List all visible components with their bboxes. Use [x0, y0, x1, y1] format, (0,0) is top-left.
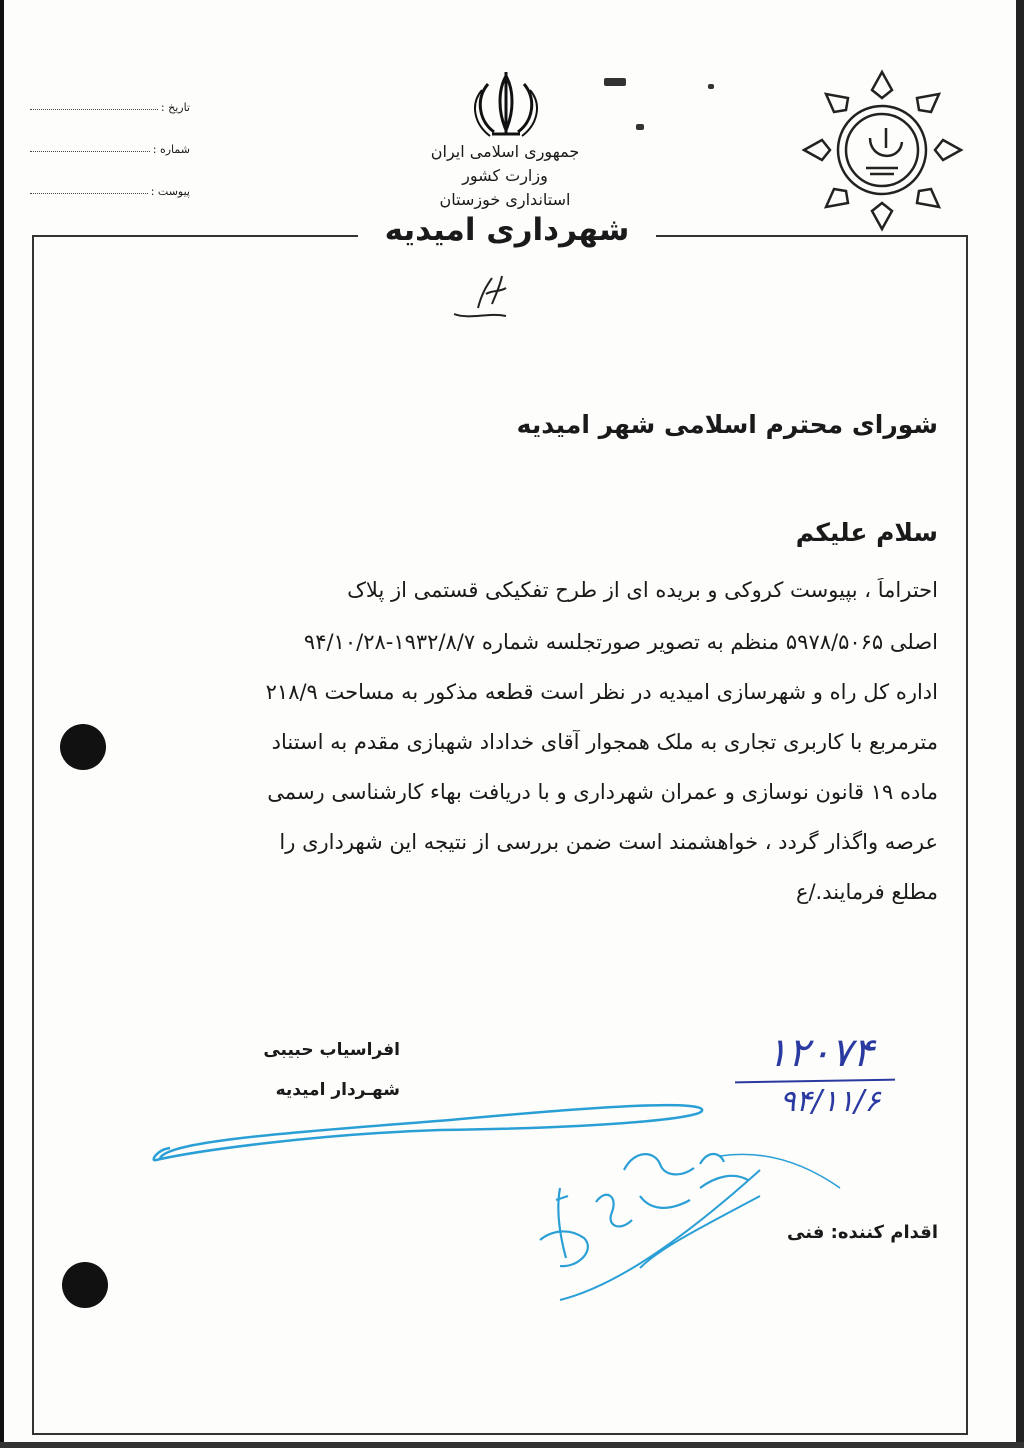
attachment-field — [30, 176, 190, 198]
registration-date: ۹۴/۱۱/۶ — [779, 1084, 881, 1119]
scan-speck — [636, 124, 644, 130]
body-line: عرصه واگذار گردد ، خواهشمند است ضمن بررسی از نتیجه این شهرداری را — [279, 830, 938, 854]
body-line: اداره کل راه و شهرسازی امیدیه در نظر است قطعه مذکور به مساحت ۲۱۸/۹ — [265, 680, 938, 704]
scan-speck — [708, 84, 714, 89]
scan-edge-left — [0, 0, 4, 1448]
punch-hole — [60, 724, 106, 770]
letter-meta-fields — [30, 92, 190, 218]
attachment-dotted-line — [30, 193, 148, 194]
letter-recipient: شورای محترم اسلامی شهر امیدیه — [516, 410, 938, 439]
omidiyeh-municipality-logo-icon — [800, 68, 965, 233]
document-border-top-right — [656, 235, 966, 237]
body-line: احتراماً ، بپیوست کروکی و بریده ای از طرح تفکیکی قستمی از پلاک — [347, 578, 938, 602]
number-label: شماره : — [152, 143, 190, 156]
body-line: مطلع فرمایند./ع — [795, 880, 938, 904]
ministry-line: وزارت کشور — [462, 166, 548, 185]
date-label: تاریخ : — [160, 101, 190, 114]
number-field — [30, 134, 190, 156]
date-field — [30, 92, 190, 114]
governorate-line: استانداری خوزستان — [439, 190, 571, 209]
signatory-title: شهـردار امیدیه — [275, 1080, 400, 1100]
scan-edge-bottom — [0, 1442, 1024, 1448]
date-dotted-line — [30, 109, 158, 110]
body-line: مترمربع با کاربری تجاری به ملک همجوار آقای خداداد شهبازی مقدم به استناد — [271, 730, 938, 754]
scan-edge-right — [1016, 0, 1024, 1448]
body-line: اصلی ۵۹۷۸/۵۰۶۵ منظم به تصویر صورتجلسه شماره ۱۹۳۲/۸/۷-۹۴/۱۰/۲۸ — [303, 630, 938, 654]
signatory-name: افراسیاب حبیبی — [263, 1040, 400, 1060]
number-dotted-line — [30, 151, 150, 152]
document-border-top-left — [32, 235, 358, 237]
attachment-label: پیوست : — [150, 185, 190, 198]
registration-number: ۱۲۰۷۴ — [766, 1030, 874, 1076]
action-assignee: اقدام کننده: فنی — [787, 1222, 938, 1243]
municipality-title: شهرداری امیدیه — [384, 212, 630, 248]
scan-speck — [604, 78, 626, 86]
body-line: ماده ۱۹ قانون نوسازی و عمران شهرداری و با دریافت بهاء کارشناسی رسمی — [267, 780, 938, 804]
letter-greeting: سلام علیکم — [795, 518, 938, 547]
iran-emblem-icon — [458, 70, 554, 140]
republic-line: جمهوری اسلامی ایران — [430, 142, 580, 161]
punch-hole — [62, 1262, 108, 1308]
handwritten-note-icon — [448, 268, 518, 323]
